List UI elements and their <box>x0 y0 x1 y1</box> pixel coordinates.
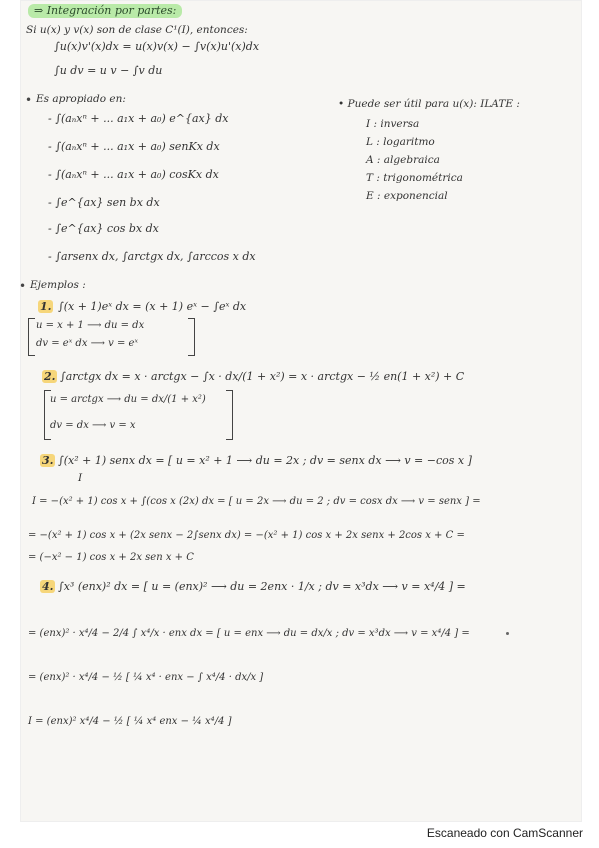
example-2-bracket-row-2: dv = dx ⟶ v = x <box>50 420 136 431</box>
case-6: - ∫arsenx dx, ∫arctgx dx, ∫arccos x dx <box>48 250 256 263</box>
example-3-line: ∫(x² + 1) senx dx = [ u = x² + 1 ⟶ du = 2x ; dv = senx dx ⟶ v = −cos x ] <box>58 454 472 467</box>
case-2: - ∫(aₙxⁿ + ... a₁x + a₀) senKx dx <box>48 140 220 153</box>
formula-2: ∫u dv = u v − ∫v du <box>54 64 163 77</box>
appropriate-heading: Es apropiado en: <box>36 93 126 105</box>
case-3: - ∫(aₙxⁿ + ... a₁x + a₀) cosKx dx <box>48 168 219 181</box>
section-title: ⇒ Integración por partes: <box>28 4 182 18</box>
ilate-e: E : exponencial <box>366 190 448 202</box>
pen-dot <box>506 632 509 635</box>
formula-1: ∫u(x)v'(x)dx = u(x)v(x) − ∫v(x)u'(x)dx <box>54 40 260 53</box>
ilate-l: L : logaritmo <box>366 136 435 148</box>
bracket <box>28 318 35 356</box>
example-4-line-4: I = (enx)² x⁴/4 − ½ [ ¼ x⁴ enx − ¼ x⁴/4 ] <box>28 716 232 727</box>
example-1-line: ∫(x + 1)eˣ dx = (x + 1) eˣ − ∫eˣ dx <box>58 300 247 313</box>
example-number: 4. <box>42 580 54 593</box>
ilate-i: I : inversa <box>366 118 420 130</box>
example-3-sub: I <box>78 472 83 484</box>
example-4-line: ∫x³ (enx)² dx = [ u = (enx)² ⟶ du = 2enx · 1/x ; dv = x³dx ⟶ v = x⁴/4 ] = <box>58 580 466 593</box>
example-number: 1. <box>40 300 52 313</box>
notebook-page <box>20 0 582 822</box>
bracket <box>226 390 233 440</box>
example-number: 2. <box>44 370 56 383</box>
bullet <box>26 96 32 102</box>
intro-text: Si u(x) y v(x) son de clase C¹(I), entonces: <box>26 24 248 36</box>
example-3-line-3: = −(x² + 1) cos x + (2x senx − 2∫senx dx) = −(x² + 1) cos x + 2x senx + 2cos x + C = <box>28 530 465 541</box>
bracket <box>188 318 195 356</box>
example-2-line: ∫arctgx dx = x · arctgx − ∫x · dx/(1 + x²) = x · arctgx − ½ en(1 + x²) + C <box>60 370 465 383</box>
example-number: 3. <box>42 454 54 467</box>
example-1-bracket-row-2: dv = eˣ dx ⟶ v = eˣ <box>36 338 139 349</box>
case-5: - ∫e^{ax} cos bx dx <box>48 222 159 235</box>
example-2-bracket-row-1: u = arctgx ⟶ du = dx/(1 + x²) <box>50 394 206 405</box>
example-1-bracket-row-1: u = x + 1 ⟶ du = dx <box>36 320 145 331</box>
example-3-line-2: I = −(x² + 1) cos x + ∫(cos x (2x) dx = [ u = 2x ⟶ du = 2 ; dv = cosx dx ⟶ v = senx ] = <box>32 496 481 507</box>
ilate-heading: • Puede ser útil para u(x): ILATE : <box>338 98 520 110</box>
ilate-a: A : algebraica <box>366 154 440 166</box>
example-3-line-4: = (−x² − 1) cos x + 2x sen x + C <box>28 552 194 563</box>
bullet <box>20 282 26 288</box>
case-1: - ∫(aₙxⁿ + ... a₁x + a₀) e^{ax} dx <box>48 112 229 125</box>
case-4: - ∫e^{ax} sen bx dx <box>48 196 160 209</box>
ilate-t: T : trigonométrica <box>366 172 463 184</box>
example-4-line-3: = (enx)² · x⁴/4 − ½ [ ¼ x⁴ · enx − ∫ x⁴/4 · dx/x ] <box>28 672 264 683</box>
examples-heading: Ejemplos : <box>30 279 86 291</box>
example-4-line-2: = (enx)² · x⁴/4 − 2/4 ∫ x⁴/x · enx dx = [ u = enx ⟶ du = dx/x ; dv = x³dx ⟶ v = x⁴/4 ] = <box>28 628 470 639</box>
scanner-footer: Escaneado con CamScanner <box>426 826 583 840</box>
